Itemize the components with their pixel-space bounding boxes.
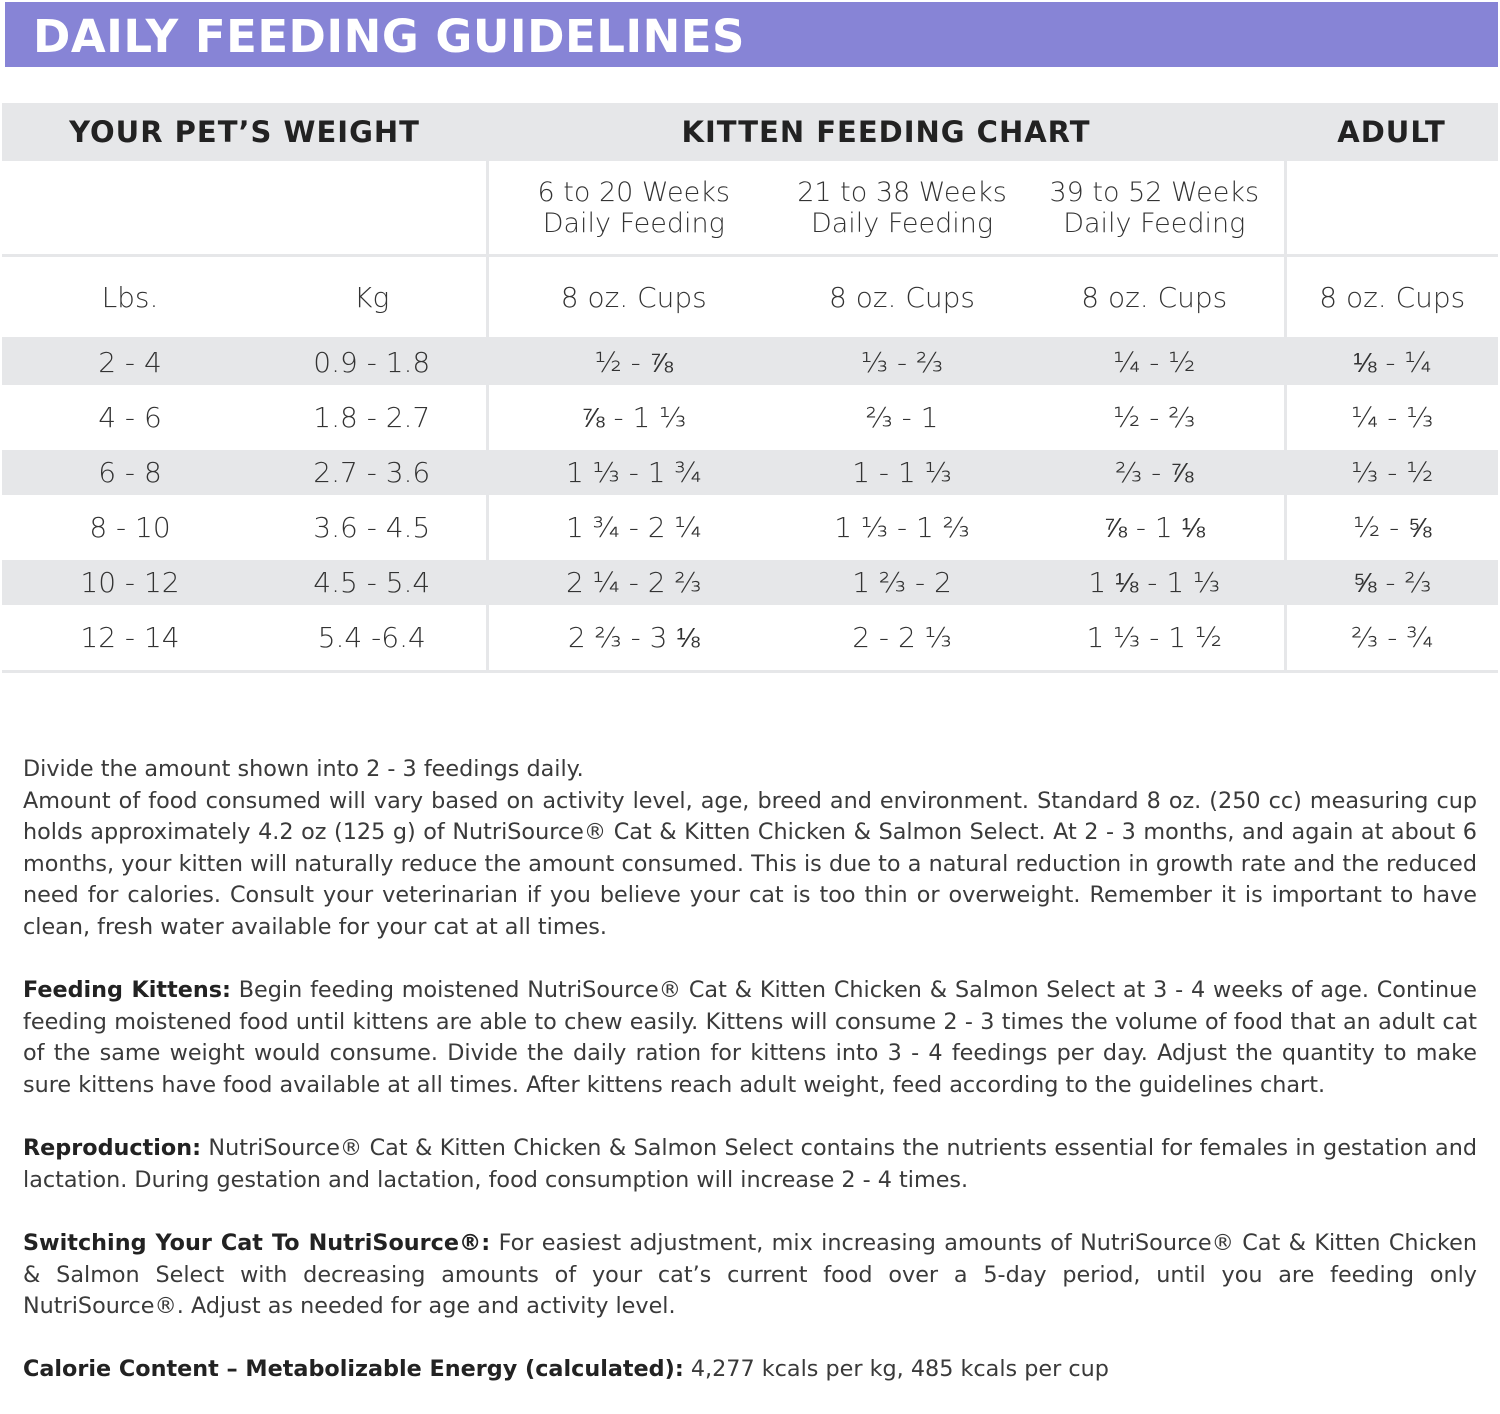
age-header-39-52: 39 to 52 Weeks Daily Feeding (1025, 161, 1285, 256)
cell-cups: 1 ⅔ - 2 (779, 560, 1025, 605)
reproduction-label: Reproduction: (23, 1135, 202, 1162)
table-row (2, 450, 1498, 495)
unit-cups: 8 oz. Cups (487, 256, 779, 339)
notes-intro-line: Divide the amount shown into 2 - 3 feedings daily. (23, 756, 584, 782)
reproduction-paragraph: Reproduction: NutriSource® Cat & Kitten Chicken & Salmon Select contains the nutrients essential for females in gestation and lactation. During gestation and lactation, food consumption will increase 2 - 4 times. (23, 1135, 1477, 1193)
unit-cups: 8 oz. Cups (1025, 256, 1285, 339)
cell-cups: ⅔ - 1 (865, 401, 939, 434)
cell-cups: ⅝ - ⅔ (1285, 560, 1498, 605)
title-banner (5, 2, 1498, 67)
table-row (2, 385, 1498, 450)
switching-label: Switching Your Cat To NutriSource®: (23, 1229, 491, 1256)
cell-cups: 1 ⅓ - 1 ¾ (487, 450, 779, 495)
feeding-chart-table (2, 103, 1498, 673)
calorie-paragraph: Calorie Content – Metabolizable Energy (calculated): 4,277 kcals per kg, 485 kcals per cup (23, 1356, 1109, 1383)
cell-lbs: 6 - 8 (2, 450, 258, 495)
age-header-row (2, 161, 1498, 256)
cell-cups: ⅓ - ½ (1285, 450, 1498, 495)
cell-cups: ⅞ - 1 ⅛ (1103, 511, 1205, 544)
cell-cups: ½ - ⅔ (1113, 401, 1196, 434)
table-row (2, 339, 1498, 386)
cell-cups: 2 ⅔ - 3 ⅛ (487, 605, 779, 672)
cell-cups: ⅔ - ⅞ (1025, 450, 1285, 495)
cell-cups: ⅞ - 1 ⅓ (487, 385, 779, 450)
unit-lbs: Lbs. (2, 256, 258, 339)
cell-kg: 0.9 - 1.8 (258, 339, 487, 386)
cell-kg: 5.4 -6.4 (258, 605, 487, 672)
cell-cups: ¼ - ½ (1025, 339, 1285, 386)
header-weight: YOUR PET’S WEIGHT (2, 103, 487, 161)
cell-lbs: 12 - 14 (2, 605, 258, 672)
cell-kg: 3.6 - 4.5 (313, 511, 431, 544)
cell-cups: 1 - 1 ⅓ (779, 450, 1025, 495)
unit-cups: 8 oz. Cups (1285, 256, 1498, 339)
cell-cups: ⅛ - ¼ (1285, 339, 1498, 386)
unit-cups: 8 oz. Cups (779, 256, 1025, 339)
cell-cups: 2 - 2 ⅓ (779, 605, 1025, 672)
cell-cups: 2 ¼ - 2 ⅔ (487, 560, 779, 605)
unit-kg: Kg (258, 256, 487, 339)
age-header-empty (2, 161, 487, 256)
cell-lbs: 2 - 4 (2, 339, 258, 386)
units-row (2, 256, 1498, 339)
cell-lbs: 8 - 10 (89, 511, 171, 544)
age-header-21-38: 21 to 38 Weeks Daily Feeding (779, 161, 1025, 256)
cell-kg: 4.5 - 5.4 (258, 560, 487, 605)
cell-cups: ½ - ⅝ (1285, 495, 1498, 560)
age-header-6-20: 6 to 20 Weeks Daily Feeding (487, 161, 779, 256)
cell-cups: ¼ - ⅓ (1285, 385, 1498, 450)
feeding-kittens-label: Feeding Kittens: (23, 977, 231, 1004)
feeding-kittens-paragraph: Feeding Kittens: Begin feeding moistened NutriSource® Cat & Kitten Chicken & Salmon Select at 3 - 4 weeks of age. Continue feeding moistened food until kittens are able to chew easily. Kittens will consume 2 - 3 times the volume of food that an adult cat of the same weight would consume. Divide the daily ration for kittens into 3 - 4 feedings per day. Adjust the quantity to make sure kittens have food available at all times. After kittens reach adult weight, feed according to the guidelines chart. (23, 977, 1477, 1098)
age-header-adult-empty (1285, 161, 1498, 256)
cell-kg: 2.7 - 3.6 (258, 450, 487, 495)
cell-cups: ⅔ - ¾ (1285, 605, 1498, 672)
cell-cups: 1 ⅓ - 1 ⅔ (834, 511, 970, 544)
table-row (2, 560, 1498, 605)
switching-paragraph: Switching Your Cat To NutriSource®: For easiest adjustment, mix increasing amounts of NutriSource® Cat & Kitten Chicken & Salmon Select with decreasing amounts of your cat’s current food over a 5-day period, until you are feeding only NutriSource®. Adjust as needed for age and activity level. (23, 1229, 1477, 1320)
cell-lbs: 10 - 12 (2, 560, 258, 605)
table-header-row (2, 103, 1498, 161)
cell-cups: ⅓ - ⅔ (779, 339, 1025, 386)
table-row (2, 495, 1498, 560)
cell-cups: 1 ⅓ - 1 ½ (1025, 605, 1285, 672)
feeding-notes (23, 754, 1477, 1386)
cell-cups: 1 ⅛ - 1 ⅓ (1025, 560, 1285, 605)
cell-lbs: 4 - 6 (98, 401, 162, 434)
cell-cups: ½ - ⅞ (487, 339, 779, 386)
notes-amount-paragraph: Amount of food consumed will vary based on activity level, age, breed and environment. Standard 8 oz. (250 cc) measuring cup holds approximately 4.2 oz (125 g) of NutriSource® Cat & Kitten Chicken & Salmon Select. At 2 - 3 months, and again at about 6 months, your kitten will naturally reduce the amount consumed. This is due to a natural reduction in growth rate and the reduced need for calories. Consult your veterinarian if you believe your cat is too thin or overweight. Remember it is important to have clean, fresh water available for your cat at all times. (23, 787, 1477, 940)
header-kitten: KITTEN FEEDING CHART (487, 103, 1285, 161)
table-row (2, 605, 1498, 672)
cell-cups: 1 ¾ - 2 ¼ (487, 495, 779, 560)
cell-kg: 1.8 - 2.7 (313, 401, 431, 434)
page-title: DAILY FEEDING GUIDELINES (33, 10, 745, 63)
calorie-label: Calorie Content – Metabolizable Energy (calculated): (23, 1356, 684, 1383)
header-adult: ADULT (1285, 103, 1498, 161)
